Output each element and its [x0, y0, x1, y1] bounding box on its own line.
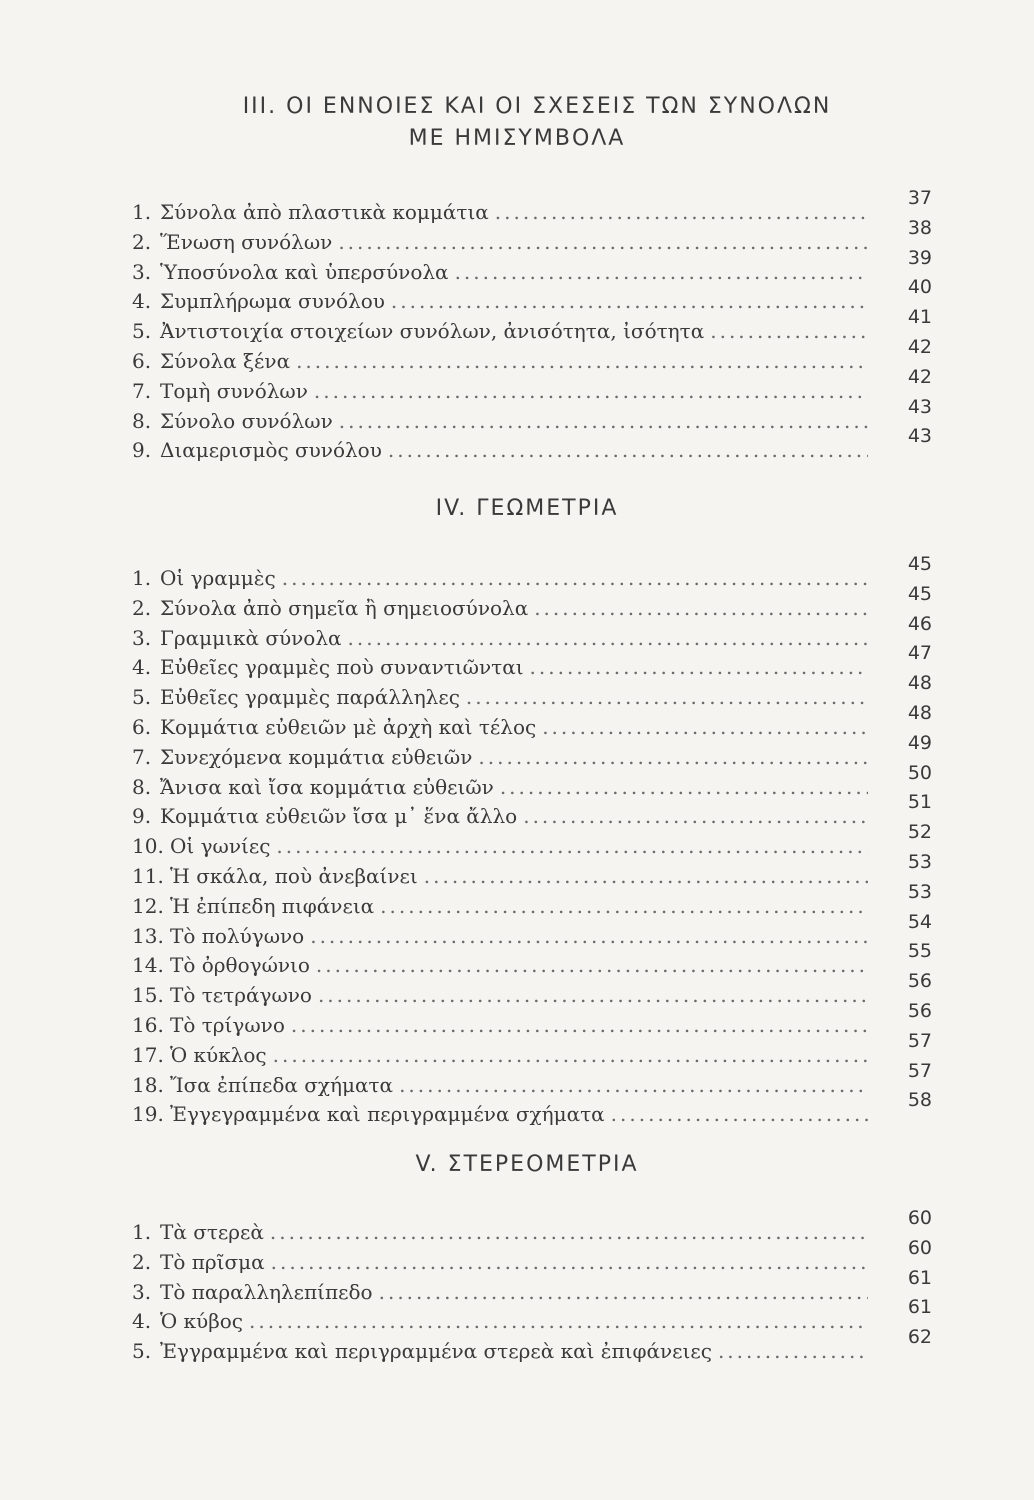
entry-title: Τὸ τρίγωνο	[170, 1012, 285, 1037]
entry-page: 56	[907, 970, 932, 993]
entry-title: Γραμμικὰ σύνολα	[160, 625, 342, 650]
dot-leader	[388, 436, 868, 466]
section-iv-title: IV. ΓΕΩΜΕΤΡΙΑ	[435, 496, 619, 521]
entry-page: 48	[907, 701, 932, 724]
entry-page: 60	[907, 1207, 932, 1229]
entry-title: Ἄνισα καὶ ἴσα κομμάτια εὐθειῶν	[160, 774, 494, 799]
toc-entry	[132, 306, 932, 347]
entry-number: 7.	[132, 378, 152, 403]
toc-entry	[132, 850, 932, 892]
section-v	[0, 1150, 1034, 1180]
entry-page: 58	[907, 1089, 932, 1112]
toc-entry	[132, 1326, 932, 1367]
entry-page: 61	[907, 1296, 932, 1319]
entry-page: 51	[907, 791, 932, 814]
entry-page: 57	[907, 1059, 932, 1082]
entry-number: 3.	[132, 1279, 152, 1304]
dot-leader	[314, 377, 868, 407]
entry-number: 11.	[132, 863, 164, 888]
section-v-list	[132, 1207, 932, 1367]
toc-entry	[132, 1089, 932, 1130]
dot-leader	[523, 802, 868, 832]
entry-number: 15.	[132, 983, 164, 1008]
dot-leader	[276, 832, 868, 862]
entry-number: 14.	[132, 953, 164, 978]
dot-leader	[495, 198, 868, 228]
toc-entry	[132, 999, 932, 1041]
entry-page: 55	[907, 940, 932, 963]
entry-number: 5.	[132, 1339, 152, 1364]
toc-entry	[132, 1029, 932, 1071]
entry-title: Τὸ παραλληλεπίπεδο	[160, 1279, 373, 1304]
toc-entry	[132, 335, 932, 377]
entry-page: 43	[907, 395, 932, 418]
toc-entry	[132, 1266, 932, 1308]
entry-title: Ἴσα ἐπίπεδα σχήματα	[170, 1072, 394, 1097]
entry-page: 53	[907, 880, 932, 903]
dot-leader	[318, 981, 868, 1011]
toc-entry	[132, 970, 932, 1011]
entry-number: 4.	[132, 1309, 152, 1334]
entry-title: Οἱ γωνίες	[170, 834, 271, 859]
section-iii	[0, 92, 1034, 154]
entry-title: Ὑποσύνολα καὶ ὑπερσύνολα	[160, 259, 449, 284]
section-iii-list	[132, 187, 932, 466]
dot-leader	[391, 287, 868, 317]
toc-entry	[132, 701, 932, 743]
toc-entry	[132, 731, 932, 773]
toc-entry	[132, 582, 932, 624]
entry-number: 1.	[132, 200, 152, 224]
entry-number: 12.	[132, 893, 164, 918]
entry-page: 45	[907, 582, 932, 605]
dot-leader	[424, 862, 868, 892]
entry-number: 3.	[132, 259, 152, 284]
toc-entry	[132, 246, 932, 288]
entry-page: 45	[907, 553, 932, 575]
entry-number: 4.	[132, 655, 152, 680]
toc-entry	[132, 791, 932, 832]
entry-title: Εὐθεῖες γραμμὲς παράλληλες	[160, 685, 460, 710]
entry-page: 42	[907, 335, 932, 358]
toc-entry	[132, 910, 932, 952]
dot-leader	[534, 594, 868, 624]
entry-title: Τὸ τετράγωνο	[170, 983, 312, 1008]
entry-page: 52	[907, 821, 932, 844]
dot-leader	[530, 653, 868, 683]
toc-entry	[132, 940, 932, 981]
entry-page: 53	[907, 850, 932, 873]
entry-number: 1.	[132, 566, 152, 590]
entry-page: 42	[907, 365, 932, 388]
section-iii-subtitle: ΜΕ ΗΜΙΣΥΜΒΟΛΑ	[408, 126, 626, 151]
entry-title: Ἐγγραμμένα καὶ περιγραμμένα στερεὰ καὶ ἐπιφάνειες	[160, 1339, 712, 1364]
dot-leader	[542, 713, 868, 743]
entry-page: 46	[907, 612, 932, 635]
entry-page: 56	[907, 999, 932, 1022]
entry-page: 54	[907, 910, 932, 933]
toc-entry	[132, 395, 932, 437]
entry-title: Διαμερισμὸς συνόλου	[160, 438, 382, 463]
entry-page: 43	[907, 425, 932, 448]
entry-title: Τὸ ὀρθογώνιο	[170, 953, 310, 978]
entry-title: Κομμάτια εὐθειῶν ἴσα μ᾽ ἕνα ἄλλο	[160, 804, 518, 829]
entry-number: 5.	[132, 319, 152, 344]
dot-leader	[379, 1278, 868, 1308]
section-iii-title: III. ΟΙ ΕΝΝΟΙΕΣ ΚΑΙ ΟΙ ΣΧΕΣΕΙΣ ΤΩΝ ΣΥΝΟΛΩΝ	[242, 94, 832, 119]
entry-number: 16.	[132, 1012, 164, 1037]
entry-number: 17.	[132, 1042, 164, 1067]
entry-page: 39	[907, 246, 932, 269]
dot-leader	[271, 1248, 868, 1278]
entry-title: Συνεχόμενα κομμάτια εὐθειῶν	[160, 744, 473, 769]
entry-title: Κομμάτια εὐθειῶν μὲ ἀρχὴ καὶ τέλος	[160, 714, 537, 739]
entry-title: Ἀντιστοιχία στοιχείων συνόλων, ἀνισότητα, ἰσότητα	[160, 319, 705, 344]
entry-number: 2.	[132, 595, 152, 620]
entry-number: 8.	[132, 774, 152, 799]
toc-entry	[132, 1296, 932, 1337]
dot-leader	[291, 1011, 868, 1041]
entry-title: Ἡ σκάλα, ποὺ ἀνεβαίνει	[170, 863, 418, 888]
entry-title: Ἡ ἐπίπεδη πιφάνεια	[170, 893, 375, 918]
entry-title: Σύνολα ἀπὸ σημεῖα ἢ σημειοσύνολα	[160, 595, 529, 620]
toc-entry	[132, 1236, 932, 1278]
entry-page: 60	[907, 1236, 932, 1259]
entry-title: Τὸ πρῖσμα	[160, 1249, 265, 1274]
toc-entry	[132, 553, 932, 594]
entry-number: 19.	[132, 1102, 164, 1127]
entry-title: Σύνολο συνόλων	[160, 408, 333, 433]
toc-entry	[132, 1207, 932, 1248]
dot-leader	[273, 1041, 868, 1071]
entry-number: 5.	[132, 685, 152, 710]
entry-number: 2.	[132, 229, 152, 254]
entry-title: Οἱ γραμμὲς	[160, 566, 276, 590]
entry-number: 6.	[132, 348, 152, 373]
dot-leader	[718, 1337, 868, 1367]
entry-title: Εὐθεῖες γραμμὲς ποὺ συναντιῶνται	[160, 655, 524, 680]
dot-leader	[455, 258, 868, 288]
toc-entry	[132, 642, 932, 683]
toc-entry	[132, 612, 932, 654]
section-iv-list	[132, 553, 932, 1130]
entry-title: Τομὴ συνόλων	[160, 378, 308, 403]
entry-number: 10.	[132, 834, 164, 859]
section-v-title: V. ΣΤΕΡΕΟΜΕΤΡΙΑ	[415, 1152, 639, 1177]
entry-page: 48	[907, 672, 932, 695]
toc-entry	[132, 1059, 932, 1101]
dot-leader	[500, 773, 868, 803]
entry-title: Ἐγγεγραμμένα καὶ περιγραμμένα σχήματα	[170, 1102, 605, 1127]
toc-entry	[132, 187, 932, 228]
entry-title: Τὸ πολύγωνο	[170, 923, 305, 948]
entry-page: 47	[907, 642, 932, 665]
toc-entry	[132, 821, 932, 862]
dot-leader	[249, 1307, 868, 1337]
entry-title: Σύνολα ξένα	[160, 348, 291, 373]
entry-page: 40	[907, 276, 932, 299]
entry-title: Συμπλήρωμα συνόλου	[160, 289, 385, 314]
entry-number: 3.	[132, 625, 152, 650]
dot-leader	[611, 1100, 868, 1130]
entry-page: 61	[907, 1266, 932, 1289]
dot-leader	[380, 892, 868, 922]
toc-entry	[132, 672, 932, 713]
entry-number: 1.	[132, 1220, 152, 1244]
dot-leader	[348, 624, 868, 654]
entry-number: 8.	[132, 408, 152, 433]
dot-leader	[478, 743, 868, 773]
entry-number: 6.	[132, 714, 152, 739]
dot-leader	[270, 1218, 868, 1248]
dot-leader	[296, 347, 868, 377]
entry-page: 50	[907, 761, 932, 784]
dot-leader	[399, 1071, 868, 1101]
entry-page: 49	[907, 731, 932, 754]
entry-title: Τὰ στερεὰ	[160, 1220, 264, 1244]
entry-page: 38	[907, 216, 932, 239]
entry-page: 57	[907, 1029, 932, 1052]
entry-title: Σύνολα ἀπὸ πλαστικὰ κομμάτια	[160, 200, 489, 224]
entry-number: 7.	[132, 744, 152, 769]
entry-page: 37	[907, 187, 932, 209]
entry-title: Ἕνωση συνόλων	[160, 229, 333, 254]
entry-number: 4.	[132, 289, 152, 314]
entry-number: 18.	[132, 1072, 164, 1097]
entry-page: 41	[907, 306, 932, 329]
entry-number: 2.	[132, 1249, 152, 1274]
entry-title: Ὁ κύκλος	[170, 1042, 267, 1067]
toc-entry	[132, 761, 932, 803]
dot-leader	[339, 407, 868, 437]
entry-number: 9.	[132, 438, 152, 463]
toc-entry	[132, 276, 932, 317]
section-iv	[0, 494, 1034, 524]
entry-page: 62	[907, 1326, 932, 1349]
toc-entry	[132, 365, 932, 407]
dot-leader	[710, 317, 868, 347]
toc-entry	[132, 216, 932, 258]
dot-leader	[316, 951, 868, 981]
entry-number: 13.	[132, 923, 164, 948]
dot-leader	[310, 922, 868, 952]
dot-leader	[338, 228, 868, 258]
entry-title: Ὁ κύβος	[160, 1309, 244, 1334]
toc-entry	[132, 880, 932, 922]
entry-number: 9.	[132, 804, 152, 829]
toc-entry	[132, 425, 932, 466]
dot-leader	[282, 564, 868, 594]
dot-leader	[466, 683, 868, 713]
